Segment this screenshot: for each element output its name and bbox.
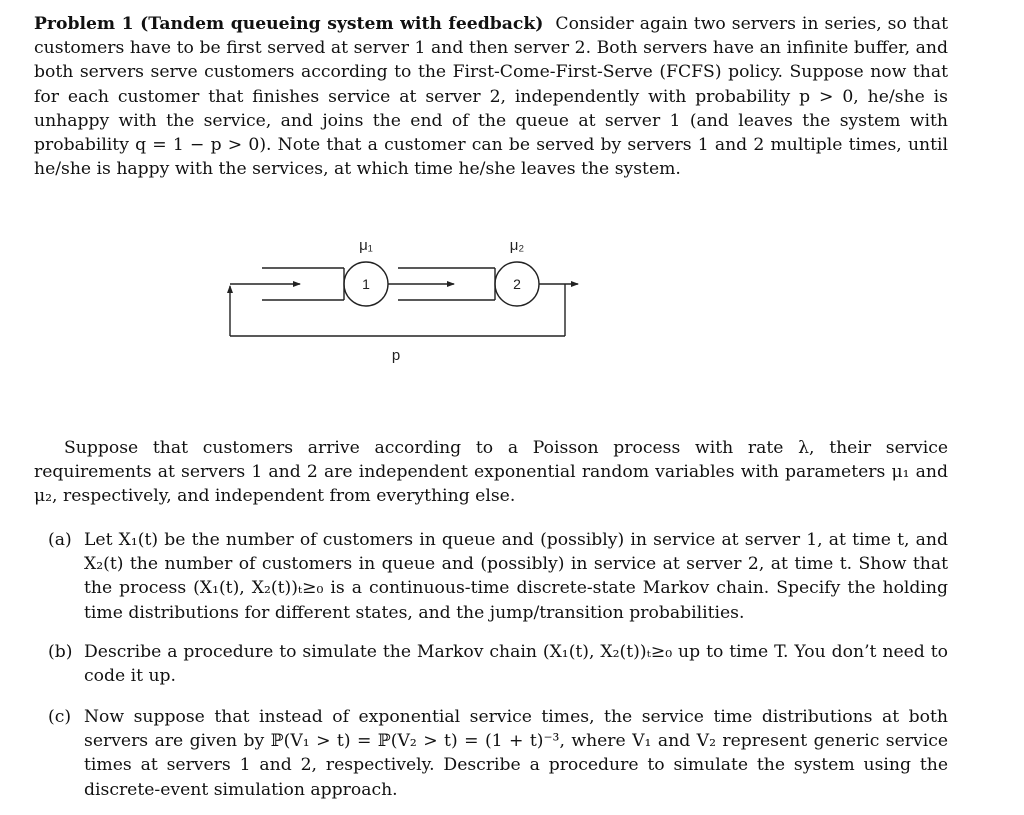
problem-intro-text: Consider again two servers in series, so that customers have to be first served at server 1 and then server 2. Both servers have an infinite buffer, and both servers serve customers according to the First-Come-First-Serve (FCFS) policy. Suppose now that for each customer that finishes service at server 2, independently with probability p > 0, he/she is unhappy with the service, and joins the end of the queue at server 1 (and leaves the system with probability q = 1 − p > 0). Note that a customer can be served by servers 1 and 2 multiple times, until he/she is happy with the services, at which time he/she leaves the system. xyxy=(34,14,948,180)
question-label: (b) xyxy=(48,642,73,662)
question-label: (c) xyxy=(48,707,72,727)
server2-circle xyxy=(495,262,539,306)
question-text: Describe a procedure to simulate the Markov chain (X₁(t), X₂(t))ₜ≥₀ up to time T. You don’t need to code it up. xyxy=(84,642,948,687)
question-item-b xyxy=(48,640,948,688)
question-label: (a) xyxy=(48,530,72,550)
question-text: Now suppose that instead of exponential service times, the service time distributions at both servers are given by ℙ(V₁ > t) = ℙ(V₂ > t) = (1 + t)⁻³, where V₁ and V₂ represent generic service times at servers 1 and 2, respectively. Describe a procedure to simulate the system using the discrete-event simulation approach. xyxy=(84,707,948,800)
problem-intro xyxy=(34,12,948,181)
problem-setup: Suppose that customers arrive according to a Poisson process with rate λ, their service requirements at servers 1 and 2 are independent exponential random variables with parameters μ₁ and μ₂, respectively, and independent from everything else. xyxy=(34,438,948,507)
server1-label: 1 xyxy=(362,276,370,292)
server1-circle xyxy=(344,262,388,306)
problem-title: Problem 1 (Tandem queueing system with feedback) xyxy=(34,14,544,34)
server2-rate-label: μ₂ xyxy=(509,237,525,254)
question-item-a xyxy=(48,528,948,625)
question-text: Let X₁(t) be the number of customers in queue and (possibly) in service at server 1, at time t, and X₂(t) the number of customers in queue and (possibly) in service at server 2, at time t. Show that the process (X₁(t), X₂(t))ₜ≥₀ is a continuous-time discrete-state Markov chain. Specify the holding time distributions for different states, and the jump/transition probabilities. xyxy=(84,530,948,623)
server1-rate-label: μ₁ xyxy=(359,237,373,254)
server2-label: 2 xyxy=(513,276,521,292)
question-item-c xyxy=(48,705,948,802)
feedback-probability-label: p xyxy=(391,347,401,364)
